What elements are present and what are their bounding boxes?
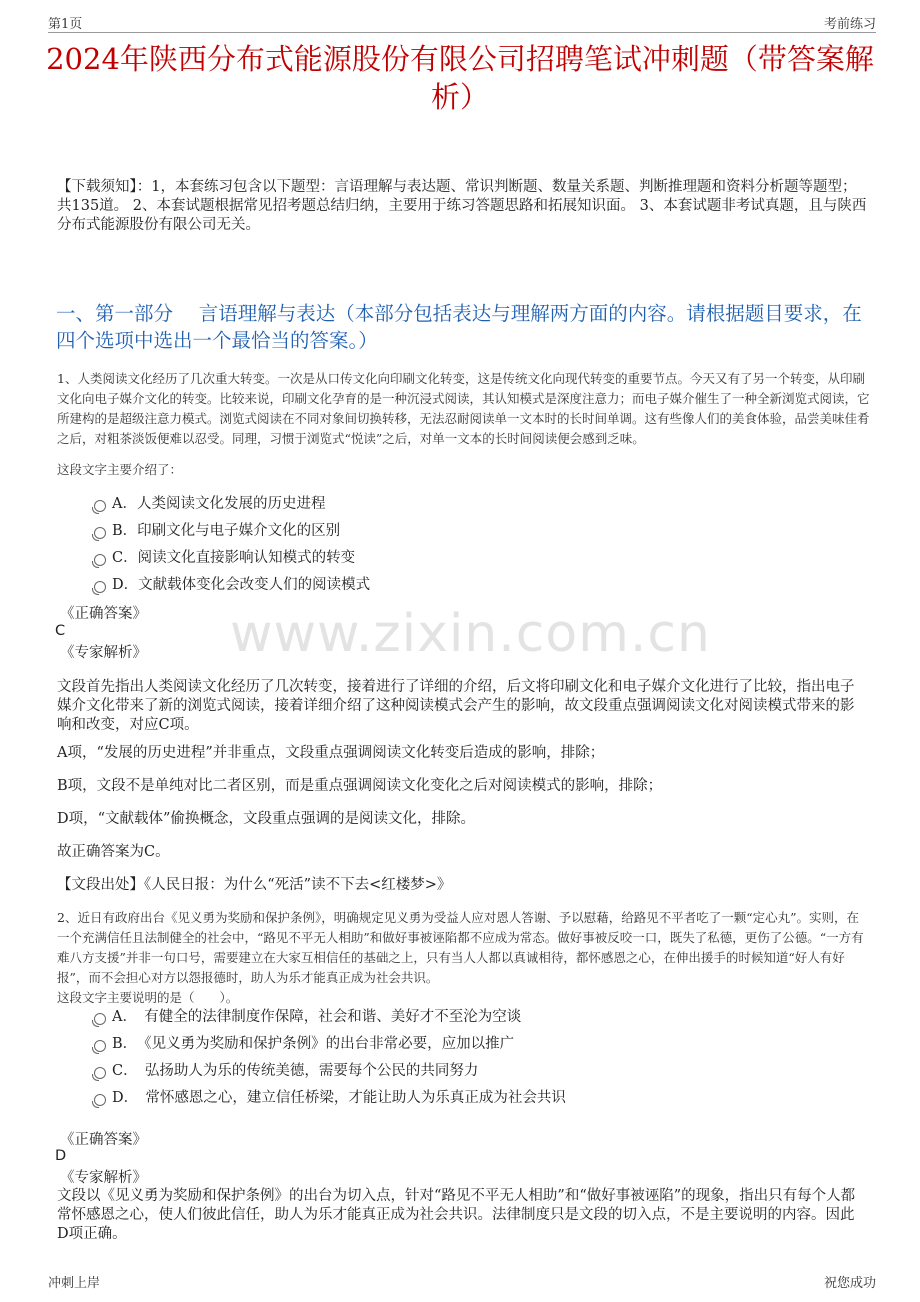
radio-icon[interactable] — [94, 1013, 106, 1025]
answer-label: 《正确答案》 — [60, 1132, 147, 1148]
option-d[interactable] — [90, 1085, 650, 1112]
option-label: B． 《见义勇为奖励和保护条例》的出台非常必要，应加以推广 — [112, 1036, 515, 1052]
header-tag: 考前练习 — [823, 17, 876, 32]
radio-icon[interactable] — [94, 500, 106, 512]
answer-value: D — [55, 1148, 67, 1164]
option-label: D．文献载体变化会改变人们的阅读模式 — [112, 577, 371, 593]
option-label: B．印刷文化与电子媒介文化的区别 — [112, 523, 341, 539]
document-title: 2024年陕西分布式能源股份有限公司招聘笔试冲刺题（带答案解析） — [46, 42, 874, 114]
analysis-label: 《专家解析》 — [60, 645, 147, 661]
analysis-paragraph: 文段首先指出人类阅读文化经历了几次转变，接着进行了详细的介绍，后文将印刷文化和电子媒介文化进行了比较，指出电子媒介文化带来了新的浏览式阅读，接着详细介绍了这种阅读模式会产生的影响，故文段重点强调阅读文化对阅读模式带来的影响和改变，对应C项。 — [57, 679, 855, 733]
option-b[interactable] — [90, 1031, 650, 1058]
option-d[interactable] — [90, 572, 650, 599]
question-1-prompt: 这段文字主要介绍了： — [57, 462, 183, 477]
analysis-paragraph: D项，“文献载体”偷换概念，文段重点强调的是阅读文化，排除。 — [57, 811, 475, 827]
watermark: www.zixin.com.cn — [230, 604, 711, 664]
radio-icon[interactable] — [94, 1040, 106, 1052]
radio-icon[interactable] — [94, 581, 106, 593]
option-label: D． 常怀感恩之心，建立信任桥梁，才能让助人为乐真正成为社会共识 — [112, 1090, 566, 1106]
option-a[interactable] — [90, 491, 650, 518]
page-number: 第1页 — [48, 17, 83, 32]
option-label: C．阅读文化直接影响认知模式的转变 — [112, 550, 356, 566]
answer-label: 《正确答案》 — [60, 606, 147, 622]
analysis-paragraph: A项，“发展的历史进程”并非重点，文段重点强调阅读文化转变后造成的影响，排除； — [57, 745, 605, 761]
analysis-paragraph: B项，文段不是单纯对比二者区别，而是重点强调阅读文化变化之后对阅读模式的影响，排除； — [57, 778, 663, 794]
question-1-options — [90, 491, 650, 599]
question-2-prompt: 这段文字主要说明的是（ ）。 — [57, 990, 239, 1005]
source-note: 【文段出处】《人民日报：为什么“死活”读不下去<红楼梦>》 — [57, 877, 452, 893]
option-label: C． 弘扬助人为乐的传统美德，需要每个公民的共同努力 — [112, 1063, 479, 1079]
analysis-paragraph: 文段以《见义勇为奖励和保护条例》的出台为切入点，针对“路见不平无人相助”和“做好事被诬陷”的现象，指出只有每个人都常怀感恩之心，使人们彼此信任，助人为乐才能真正成为社会共识。法律制度只是文段的切入点，不是主要说明的内容。因此D项正确。 — [57, 1188, 856, 1242]
question-1-stem: 1、人类阅读文化经历了几次重大转变。一次是从口传文化向印刷文化转变，这是传统文化向现代转变的重要节点。今天又有了另一个转变，从印刷文化向电子媒介文化的转变。比较来说，印刷文化孕育的是一种沉浸式阅读，其认知模式是深度注意力；而电子媒介催生了一种全新浏览式阅读，它所建构的是超级注意力模式。浏览式阅读在不同对象间切换转移，无法忍耐阅读单一文本时的长时间单调。这有些像人们的美食体验，品尝美味佳肴之后，对粗茶淡饭便难以忍受。同理，习惯于浏览式“悦读”之后，对单一文本的长时间阅读便会感到乏味。 — [57, 371, 870, 446]
answer-value: C — [55, 623, 66, 639]
radio-icon[interactable] — [94, 1094, 106, 1106]
footer-right: 祝您成功 — [823, 1276, 876, 1291]
footer-left: 冲刺上岸 — [48, 1276, 101, 1291]
question-2-stem: 2、近日有政府出台《见义勇为奖励和保护条例》，明确规定见义勇为受益人应对恩人答谢、予以慰藉，给路见不平者吃了一颗“定心丸”。实则，在一个充满信任且法制健全的社会中，“路见不平无人相助”和做好事被诬陷都不应成为常态。做好事被反咬一口，既失了私德，更伤了公德。“一方有难八方支援”并非一句口号，需要建立在大家互相信任的基础之上，只有当人人都以真诚相待，都怀感恩之心，在伸出援手的时候知道“好人有好报”，而不会担心对方以怨报德时，助人为乐才能真正成为社会共识。 — [57, 910, 864, 985]
option-c[interactable] — [90, 545, 650, 572]
option-c[interactable] — [90, 1058, 650, 1085]
radio-icon[interactable] — [94, 554, 106, 566]
option-b[interactable] — [90, 518, 650, 545]
download-notice: 【下载须知】：1，本套练习包含以下题型：言语理解与表达题、常识判断题、数量关系题、判断推理题和资料分析题等题型；共135道。 2、本套试题根据常见招考题总结归纳，主要用于练习答题思路和拓展知识面。 3、本套试题非考试真题，且与陕西分布式能源股份有限公司无关。 — [57, 179, 867, 233]
option-label: A． 有健全的法律制度作保障，社会和谐、美好才不至沦为空谈 — [112, 1009, 522, 1025]
page-header — [48, 12, 876, 33]
analysis-label: 《专家解析》 — [60, 1170, 147, 1186]
option-a[interactable] — [90, 1004, 650, 1031]
section-heading: 一、第一部分 言语理解与表达（本部分包括表达与理解两方面的内容。请根据题目要求，在四个选项中选出一个最恰当的答案。） — [56, 302, 862, 352]
radio-icon[interactable] — [94, 527, 106, 539]
question-2-options — [90, 1004, 650, 1112]
option-label: A．人类阅读文化发展的历史进程 — [112, 496, 326, 512]
analysis-paragraph: 故正确答案为C。 — [57, 844, 170, 860]
radio-icon[interactable] — [94, 1067, 106, 1079]
